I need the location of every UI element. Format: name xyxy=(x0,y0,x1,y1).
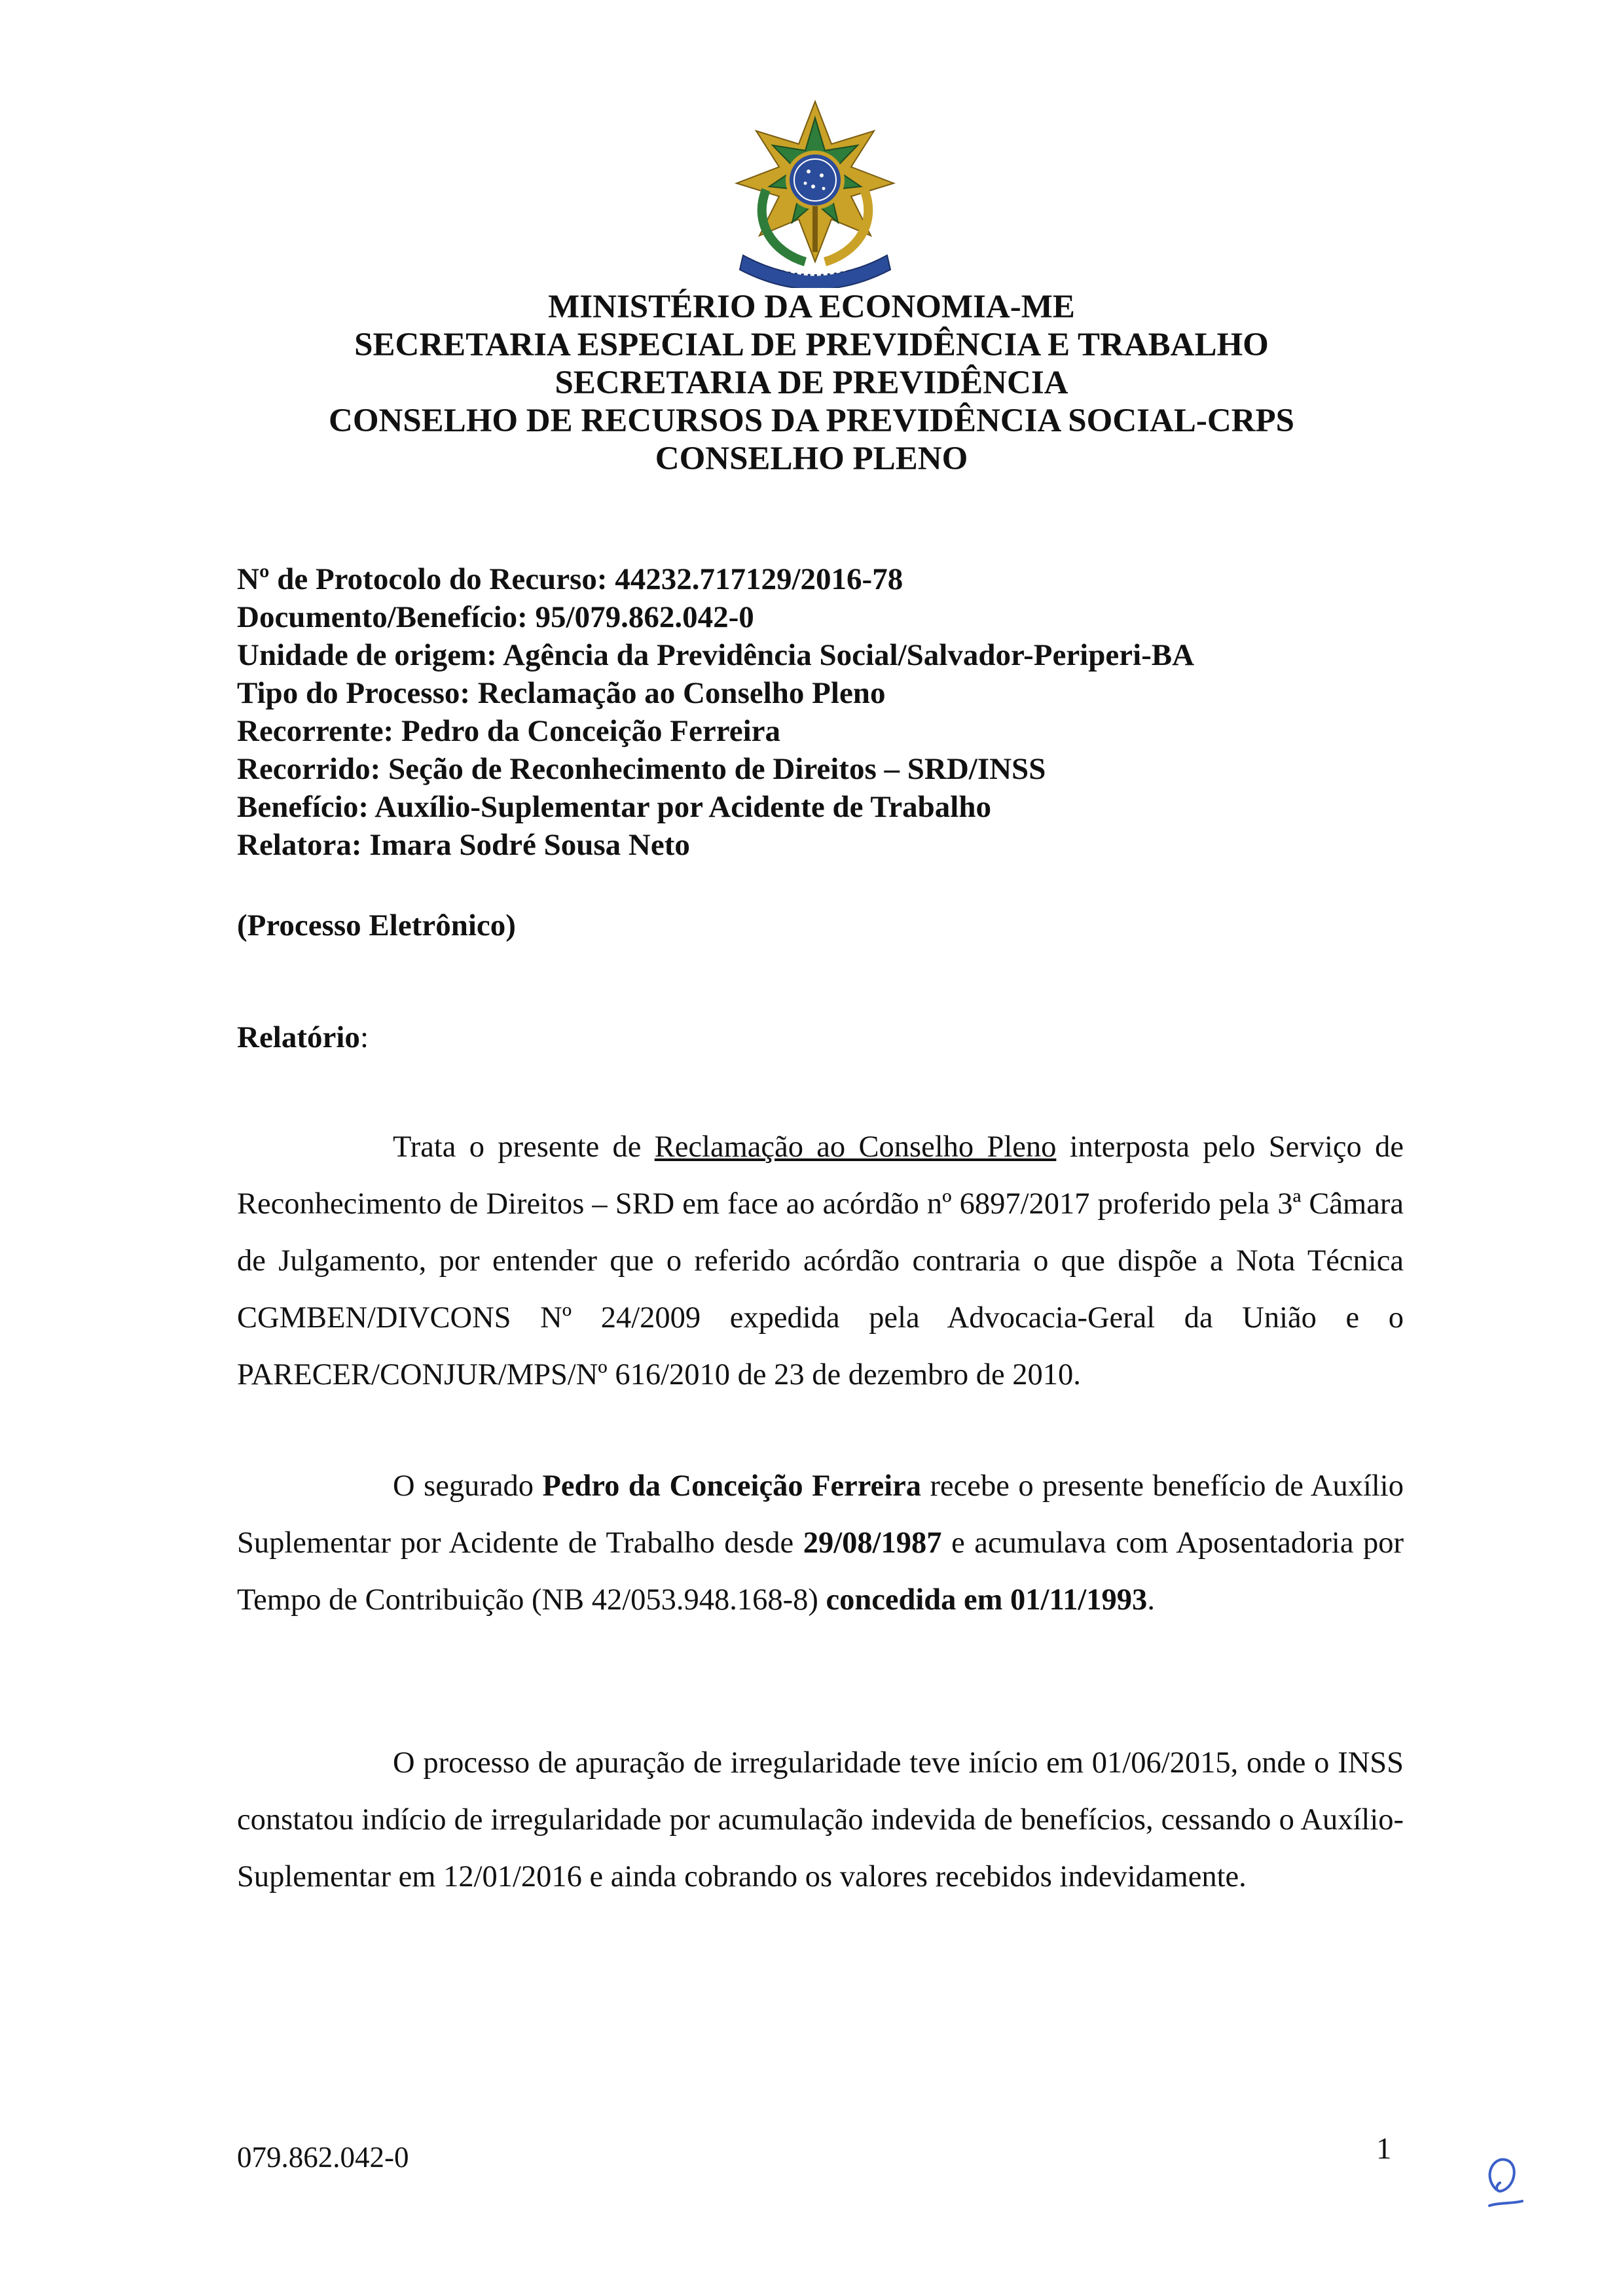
header-ministry: MINISTÉRIO DA ECONOMIA-ME xyxy=(548,289,1075,325)
brazil-coat-of-arms-icon xyxy=(727,98,903,288)
p1-text-b: interposta pelo Serviço de Reconhecimento de Direitos – SRD em face ao acórdão nº 6897/2017 proferido pela 3ª Câmara de Julgamento, por entender que o referido acórdão contraria o que dispõe a Nota Técnica CGMBEN/DIVCONS Nº 24/2009 expedida pela Advocacia-Geral da União e o PARECER/CONJUR/MPS/Nº 616/2010 de 23 de dezembro de 2010. xyxy=(237,1130,1404,1391)
p2-text-b: recebe o presente benefício de Auxílio Suplementar por Acidente de Trabalho desde xyxy=(237,1469,1404,1560)
paragraph-3: O processo de apuração de irregularidade teve início em 01/06/2015, onde o INSS constatou indício de irregularidade por acumulação indevida de benefícios, cessando o Auxílio-Suplementar em 12/01/2016 e ainda cobrando os valores recebidos indevidamente. xyxy=(237,1746,1404,1893)
case-metadata xyxy=(237,560,1415,864)
header-secretariat: SECRETARIA DE PREVIDÊNCIA xyxy=(555,365,1068,401)
p1-underlined-term: Reclamação ao Conselho Pleno xyxy=(654,1130,1057,1164)
document-benefit: Documento/Benefício: 95/079.862.042-0 xyxy=(237,600,754,634)
footer-benefit-number: 079.862.042-0 xyxy=(237,2141,409,2174)
process-type: Tipo do Processo: Reclamação ao Conselho Pleno xyxy=(237,676,886,710)
p2-text-c: e acumulava com Aposentadoria por Tempo de Contribuição (NB 42/053.948.168-8) xyxy=(237,1526,1404,1617)
rapporteur: Relatora: Imara Sodré Sousa Neto xyxy=(237,828,690,862)
header-plenary: CONSELHO PLENO xyxy=(655,440,968,477)
origin-unit: Unidade de origem: Agência da Previdência Social/Salvador-Periperi-BA xyxy=(237,638,1195,672)
header-special-secretariat: SECRETARIA ESPECIAL DE PREVIDÊNCIA E TRABALHO xyxy=(354,327,1269,363)
p2-insured-name: Pedro da Conceição Ferreira xyxy=(542,1469,922,1503)
header-council: CONSELHO DE RECURSOS DA PREVIDÊNCIA SOCIAL-CRPS xyxy=(328,403,1294,439)
report-heading xyxy=(237,1018,369,1056)
p1-text-a: Trata o presente de xyxy=(393,1130,655,1164)
p2-start-date: 29/08/1987 xyxy=(803,1526,942,1560)
paragraph-1 xyxy=(237,1119,1404,1403)
benefit-type: Benefício: Auxílio-Suplementar por Acidente de Trabalho xyxy=(237,790,991,824)
report-heading-colon: : xyxy=(359,1020,369,1054)
report-heading-text: Relatório xyxy=(237,1020,360,1054)
protocol-number: Nº de Protocolo do Recurso: 44232.717129/2016-78 xyxy=(237,562,903,596)
p2-granted-date: concedida em 01/11/1993 xyxy=(826,1583,1148,1617)
handwritten-initial-icon xyxy=(1476,2150,1535,2215)
document-header xyxy=(0,288,1623,478)
appellant: Recorrente: Pedro da Conceição Ferreira xyxy=(237,714,781,748)
p2-text-a: O segurado xyxy=(393,1469,543,1503)
electronic-process-label: (Processo Eletrônico) xyxy=(237,908,516,942)
p2-text-d: . xyxy=(1147,1583,1155,1617)
appellee: Recorrido: Seção de Reconhecimento de Direitos – SRD/INSS xyxy=(237,752,1046,786)
paragraph-2 xyxy=(237,1458,1404,1628)
page-number: 1 xyxy=(1376,2132,1392,2166)
